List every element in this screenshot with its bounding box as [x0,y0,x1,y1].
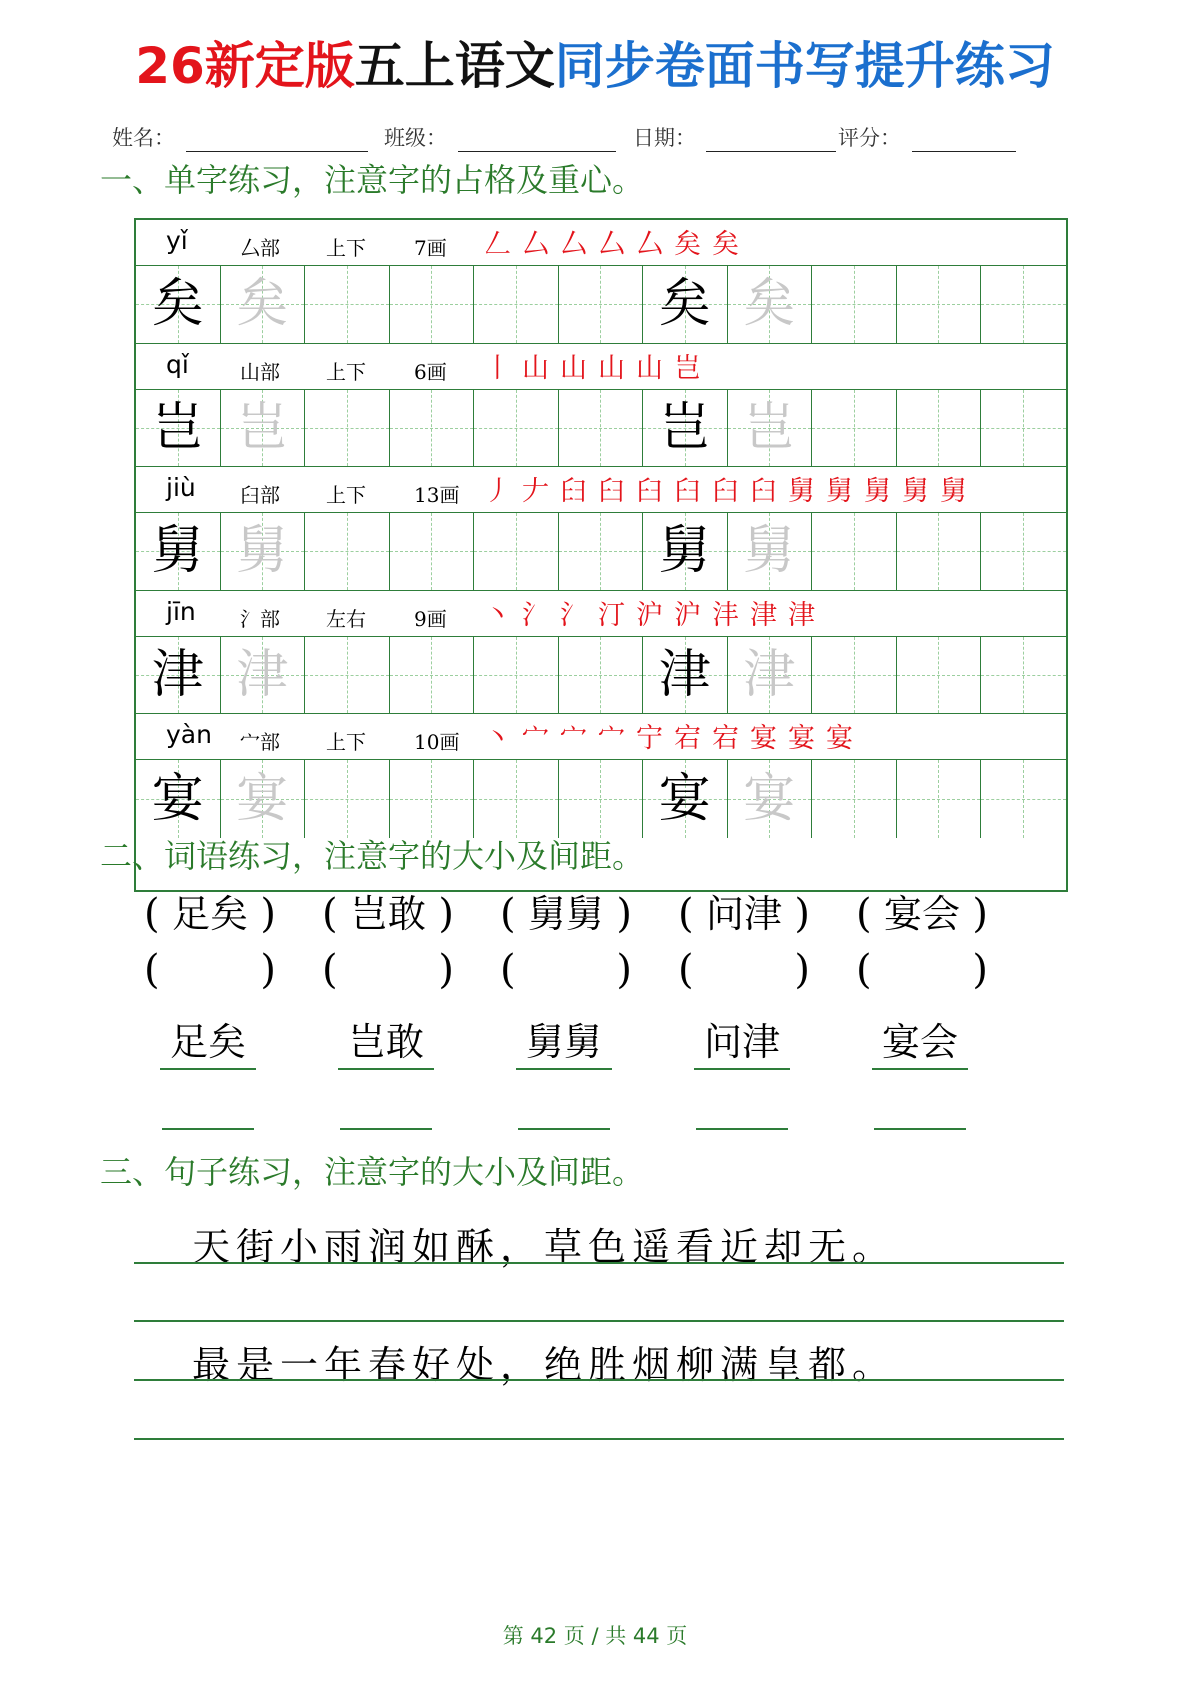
stroke-step: 臼 [750,476,788,507]
practice-cell[interactable] [728,513,813,590]
word-underlined: 问津 [694,1018,790,1070]
practice-cell[interactable] [390,760,475,838]
char-info-row [136,714,1066,760]
stroke-step: 厶 [522,229,560,260]
stroke-step: 臼 [598,476,636,507]
practice-cell[interactable] [981,637,1066,714]
pinyin: jīn [166,596,196,626]
stroke-step: 宀 [598,723,636,754]
practice-cell[interactable] [643,760,728,838]
stroke-step: 氵 [522,599,560,631]
word-underlined: 宴会 [872,1018,968,1070]
practice-cell[interactable] [728,760,813,838]
left-paren: ( [144,947,160,993]
stroke-count: 13画 [414,483,460,507]
page-title [0,34,1190,98]
practice-cell[interactable] [221,637,306,714]
stroke-count: 7画 [414,236,447,260]
date-label: 日期： [633,126,696,150]
stroke-step: 汀 [598,599,636,631]
stroke-step: 宀 [522,723,560,754]
stroke-step: 丶 [484,599,522,631]
trace-char: 舅 [236,521,289,582]
trace-char: 舅 [743,521,796,582]
right-paren: ) [972,947,988,993]
stroke-step: 宀 [560,723,598,754]
sentence-1: 天街小雨润如酥，草色遥看近却无。 [192,1225,897,1269]
practice-cell[interactable] [897,760,982,838]
radical: 厶部 [240,236,280,260]
model-char: 岂 [658,397,711,458]
char-cell-row [136,266,1066,344]
word-blank-line[interactable] [518,1128,610,1130]
practice-cell[interactable] [643,513,728,590]
structure: 上下 [326,236,366,260]
character-practice-grid [134,218,1068,892]
practice-cell[interactable] [136,390,221,467]
left-paren: ( [856,891,872,937]
char-cell-row [136,513,1066,591]
practice-cell[interactable] [221,760,306,838]
stroke-step: 山 [522,352,560,384]
practice-cell[interactable] [643,637,728,714]
title-part-3: 同步卷面书写提升练习 [554,37,1055,95]
practice-cell[interactable] [390,266,475,343]
left-paren: ( [500,947,516,993]
left-paren: ( [678,947,694,993]
practice-cell[interactable] [136,760,221,838]
stroke-step: 矣 [712,229,750,260]
model-char: 宴 [658,768,711,829]
right-paren: ) [438,947,454,993]
practice-cell[interactable] [305,390,390,467]
model-char: 岂 [151,397,204,458]
model-char: 舅 [151,521,204,582]
sentence-line[interactable] [134,1262,1064,1264]
title-part-1: 26新定版 [135,37,355,95]
date-field[interactable] [706,151,836,152]
trace-char: 岂 [236,397,289,458]
stroke-step: 𦥑 [560,476,598,507]
left-paren: ( [856,947,872,993]
practice-cell[interactable] [474,266,559,343]
practice-cell[interactable] [559,637,644,714]
practice-cell[interactable] [981,390,1066,467]
stroke-step: 宴 [826,723,864,754]
practice-cell[interactable] [474,513,559,590]
practice-cell[interactable] [221,390,306,467]
stroke-order-sequence [484,716,864,755]
practice-cell[interactable] [474,637,559,714]
practice-cell[interactable] [812,513,897,590]
practice-cell[interactable] [897,637,982,714]
stroke-step: 𠂇 [522,476,560,507]
word-underlined: 足矣 [160,1018,256,1070]
model-char: 津 [151,644,204,705]
structure: 左右 [326,606,366,631]
right-paren: ) [794,891,810,937]
stroke-step: 丶 [484,723,522,754]
char-info-row [136,591,1066,637]
practice-cell[interactable] [981,513,1066,590]
char-cell-row [136,390,1066,468]
stroke-order-sequence [484,469,978,508]
trace-char: 矣 [743,274,796,335]
practice-cell[interactable] [221,513,306,590]
right-paren: ) [260,947,276,993]
pinyin: yàn [166,720,212,749]
pinyin: jiù [166,473,196,502]
structure: 上下 [326,483,366,507]
practice-cell[interactable] [305,266,390,343]
right-paren: ) [260,891,276,937]
practice-cell[interactable] [221,266,306,343]
stroke-step: 厶 [636,229,674,260]
name-label: 姓名： [112,126,175,150]
right-paren: ) [616,891,632,937]
stroke-step: 矣 [674,229,712,260]
practice-cell[interactable] [728,637,813,714]
practice-cell[interactable] [812,266,897,343]
right-paren: ) [438,891,454,937]
stroke-step: 氵 [560,599,598,631]
char-info-row [136,467,1066,513]
word-model: 宴会 [883,892,960,936]
practice-cell[interactable] [897,390,982,467]
stroke-step: 津 [788,599,826,631]
right-paren: ) [972,891,988,937]
practice-cell[interactable] [728,390,813,467]
practice-cell[interactable] [728,266,813,343]
section-3-heading: 三、句子练习，注意字的大小及间距。 [100,1153,645,1191]
practice-cell[interactable] [643,390,728,467]
pinyin: yǐ [166,226,188,255]
practice-cell[interactable] [981,760,1066,838]
model-char: 宴 [151,768,204,829]
practice-cell[interactable] [897,513,982,590]
class-label: 班级： [384,126,447,150]
score-label: 评分： [838,126,901,150]
practice-cell[interactable] [390,513,475,590]
practice-cell[interactable] [136,637,221,714]
stroke-count: 9画 [414,606,447,631]
stroke-step: 沪 [674,599,712,631]
stroke-step: 臼 [712,476,750,507]
name-field[interactable] [186,151,368,152]
word-underlined: 岂敢 [338,1018,434,1070]
word-model: 岂敢 [349,892,426,936]
structure: 上下 [326,359,366,384]
char-cell-row [136,760,1066,838]
right-paren: ) [616,947,632,993]
stroke-step: 舅 [826,476,864,507]
trace-char: 宴 [236,768,289,829]
stroke-step: 津 [750,599,788,631]
practice-cell[interactable] [559,760,644,838]
left-paren: ( [500,891,516,937]
left-paren: ( [678,891,694,937]
model-char: 津 [658,644,711,705]
stroke-step: 厶 [560,229,598,260]
stroke-step: 宕 [712,723,750,754]
title-part-2: 五上语文 [354,37,555,95]
radical: 宀部 [240,730,280,754]
section-1-heading: 一、单字练习，注意字的占格及重心。 [100,161,645,199]
stroke-step: 舅 [864,476,902,507]
stroke-count: 6画 [414,359,447,384]
stroke-step: 山 [598,352,636,384]
practice-cell[interactable] [136,513,221,590]
practice-cell[interactable] [136,266,221,343]
model-char: 矣 [151,274,204,335]
student-info [0,122,1190,156]
left-paren: ( [322,891,338,937]
practice-cell[interactable] [812,637,897,714]
practice-cell[interactable] [559,513,644,590]
stroke-step: 沪 [636,599,674,631]
stroke-step: 丿 [484,476,522,507]
radical: 氵部 [240,606,280,631]
stroke-order-sequence [484,222,750,261]
stroke-step: 舅 [788,476,826,507]
stroke-step: 宴 [788,723,826,754]
trace-char: 矣 [236,274,289,335]
practice-cell[interactable] [390,390,475,467]
sentence-line[interactable] [134,1438,1064,1440]
word-model: 舅舅 [527,892,604,936]
stroke-order-sequence [484,346,712,385]
stroke-step: 岂 [674,352,712,384]
stroke-step: 厶 [598,229,636,260]
sentence-line[interactable] [134,1379,1064,1381]
practice-cell[interactable] [981,266,1066,343]
stroke-step: 山 [560,352,598,384]
stroke-step: 宕 [674,723,712,754]
radical: 山部 [240,359,280,384]
practice-cell[interactable] [812,390,897,467]
left-paren: ( [144,891,160,937]
pinyin: qǐ [166,349,189,379]
stroke-step: 宁 [636,723,674,754]
char-info-row [136,220,1066,266]
word-blank-line[interactable] [874,1128,966,1130]
page-number: 第 42 页 / 共 44 页 [502,1624,688,1648]
practice-cell[interactable] [559,266,644,343]
practice-cell[interactable] [305,513,390,590]
word-blank-line[interactable] [162,1128,254,1130]
structure: 上下 [326,730,366,754]
stroke-step: 舅 [940,476,978,507]
practice-cell[interactable] [897,266,982,343]
trace-char: 岂 [743,397,796,458]
word-model: 足矣 [171,892,248,936]
stroke-order-sequence [484,593,826,632]
practice-cell[interactable] [474,390,559,467]
stroke-step: 臼 [636,476,674,507]
practice-cell[interactable] [305,760,390,838]
class-field[interactable] [458,151,616,152]
practice-cell[interactable] [390,637,475,714]
stroke-step: 宴 [750,723,788,754]
stroke-step: 丨 [484,352,522,384]
score-field[interactable] [912,151,1016,152]
stroke-step: 沣 [712,599,750,631]
stroke-step: 舅 [902,476,940,507]
practice-cell[interactable] [474,760,559,838]
char-info-row [136,344,1066,390]
trace-char: 宴 [743,768,796,829]
word-blank-line[interactable] [340,1128,432,1130]
word-blank-line[interactable] [696,1128,788,1130]
word-underlined: 舅舅 [516,1018,612,1070]
sentence-2: 最是一年春好处，绝胜烟柳满皇都。 [192,1343,897,1387]
stroke-step: 山 [636,352,674,384]
section-2-heading: 二、词语练习，注意字的大小及间距。 [100,837,645,875]
trace-char: 津 [743,644,796,705]
model-char: 矣 [658,274,711,335]
radical: 臼部 [240,483,280,507]
stroke-step: 𠃋 [484,229,522,260]
model-char: 舅 [658,521,711,582]
practice-cell[interactable] [643,266,728,343]
right-paren: ) [794,947,810,993]
word-model: 问津 [705,892,782,936]
stroke-step: 臼 [674,476,712,507]
practice-cell[interactable] [812,760,897,838]
practice-cell[interactable] [305,637,390,714]
left-paren: ( [322,947,338,993]
trace-char: 津 [236,644,289,705]
sentence-line[interactable] [134,1320,1064,1322]
practice-cell[interactable] [559,390,644,467]
stroke-count: 10画 [414,730,460,754]
char-cell-row [136,637,1066,715]
